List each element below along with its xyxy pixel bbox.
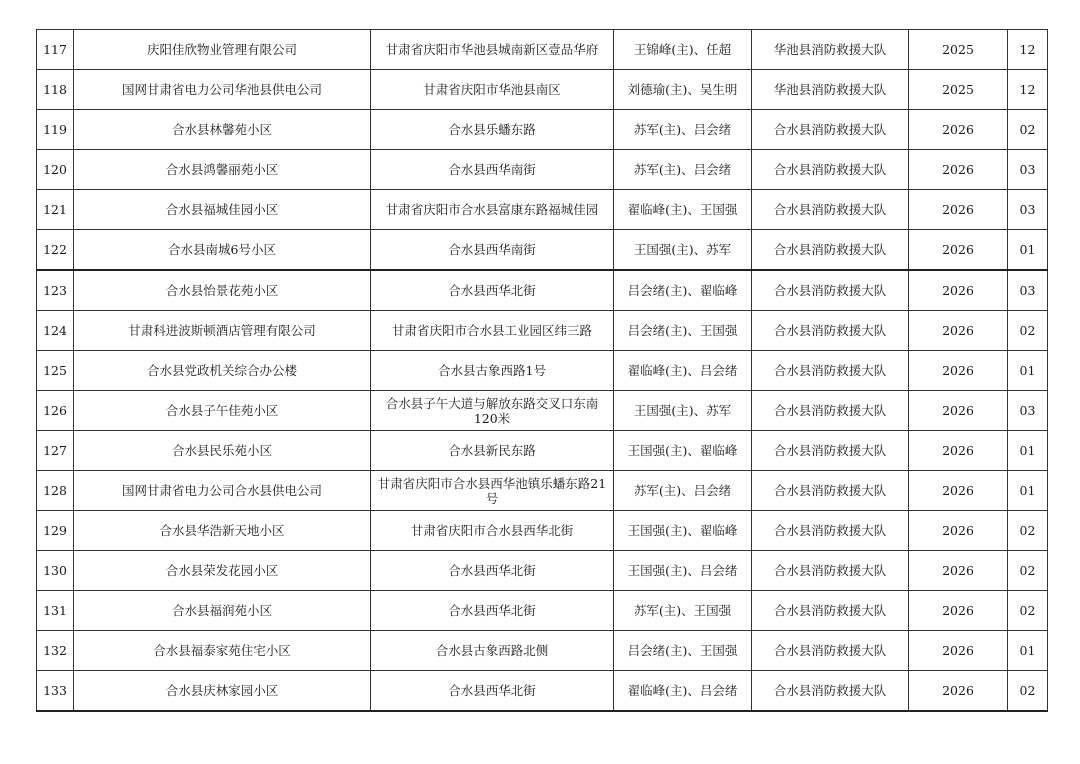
month: 02 — [1008, 311, 1048, 351]
unit-address: 合水县古象西路1号 — [371, 351, 614, 391]
fire-brigade: 合水县消防救援大队 — [752, 471, 909, 511]
fire-brigade: 华池县消防救援大队 — [752, 70, 909, 110]
unit-address: 甘肃省庆阳市合水县西华北街 — [371, 511, 614, 551]
month: 03 — [1008, 150, 1048, 190]
unit-address: 合水县西华北街 — [371, 270, 614, 311]
table-row — [37, 190, 1048, 230]
table-row — [37, 671, 1048, 712]
unit-name: 庆阳佳欣物业管理有限公司 — [74, 30, 371, 70]
inspectors: 苏军(主)、吕会绪 — [614, 471, 752, 511]
table-row — [37, 70, 1048, 110]
table-row — [37, 110, 1048, 150]
unit-name: 合水县福城佳园小区 — [74, 190, 371, 230]
fire-brigade: 合水县消防救援大队 — [752, 391, 909, 431]
year: 2026 — [909, 631, 1008, 671]
row-number: 129 — [37, 511, 74, 551]
table-row — [37, 631, 1048, 671]
unit-address: 合水县西华北街 — [371, 551, 614, 591]
month: 02 — [1008, 511, 1048, 551]
month: 02 — [1008, 110, 1048, 150]
table-row — [37, 311, 1048, 351]
fire-brigade: 合水县消防救援大队 — [752, 110, 909, 150]
inspectors: 王国强(主)、苏军 — [614, 230, 752, 271]
unit-name: 甘肃科进波斯顿酒店管理有限公司 — [74, 311, 371, 351]
fire-brigade: 合水县消防救援大队 — [752, 270, 909, 311]
month: 01 — [1008, 351, 1048, 391]
row-number: 118 — [37, 70, 74, 110]
unit-name: 合水县福泰家苑住宅小区 — [74, 631, 371, 671]
year: 2026 — [909, 431, 1008, 471]
month: 01 — [1008, 431, 1048, 471]
unit-name: 合水县党政机关综合办公楼 — [74, 351, 371, 391]
inspectors: 苏军(主)、吕会绪 — [614, 150, 752, 190]
row-number: 124 — [37, 311, 74, 351]
month: 02 — [1008, 551, 1048, 591]
month: 02 — [1008, 671, 1048, 712]
row-number: 121 — [37, 190, 74, 230]
inspectors: 苏军(主)、吕会绪 — [614, 110, 752, 150]
unit-name: 国网甘肃省电力公司华池县供电公司 — [74, 70, 371, 110]
fire-brigade: 合水县消防救援大队 — [752, 591, 909, 631]
table-row — [37, 391, 1048, 431]
unit-name: 合水县林馨苑小区 — [74, 110, 371, 150]
inspectors: 刘德瑜(主)、吴生明 — [614, 70, 752, 110]
year: 2025 — [909, 70, 1008, 110]
fire-brigade: 合水县消防救援大队 — [752, 190, 909, 230]
unit-name: 合水县南城6号小区 — [74, 230, 371, 271]
inspection-table — [36, 29, 1048, 712]
table-row — [37, 230, 1048, 271]
fire-brigade: 合水县消防救援大队 — [752, 311, 909, 351]
unit-address: 合水县古象西路北侧 — [371, 631, 614, 671]
inspectors: 王国强(主)、苏军 — [614, 391, 752, 431]
inspectors: 翟临峰(主)、吕会绪 — [614, 671, 752, 712]
year: 2026 — [909, 471, 1008, 511]
fire-brigade: 合水县消防救援大队 — [752, 631, 909, 671]
inspectors: 翟临峰(主)、王国强 — [614, 190, 752, 230]
unit-address: 合水县子午大道与解放东路交叉口东南120米 — [371, 391, 614, 431]
unit-name: 合水县民乐苑小区 — [74, 431, 371, 471]
fire-brigade: 合水县消防救援大队 — [752, 230, 909, 271]
year: 2026 — [909, 591, 1008, 631]
unit-address: 合水县西华南街 — [371, 230, 614, 271]
fire-brigade: 合水县消防救援大队 — [752, 511, 909, 551]
fire-brigade: 合水县消防救援大队 — [752, 351, 909, 391]
row-number: 133 — [37, 671, 74, 712]
table-row — [37, 431, 1048, 471]
row-number: 128 — [37, 471, 74, 511]
row-number: 131 — [37, 591, 74, 631]
row-number: 123 — [37, 270, 74, 311]
fire-brigade: 合水县消防救援大队 — [752, 431, 909, 471]
month: 01 — [1008, 471, 1048, 511]
year: 2026 — [909, 190, 1008, 230]
inspectors: 吕会绪(主)、翟临峰 — [614, 270, 752, 311]
unit-address: 合水县西华北街 — [371, 671, 614, 712]
month: 12 — [1008, 30, 1048, 70]
unit-name: 合水县子午佳苑小区 — [74, 391, 371, 431]
unit-name: 合水县荣发花园小区 — [74, 551, 371, 591]
row-number: 120 — [37, 150, 74, 190]
unit-address: 甘肃省庆阳市华池县城南新区壹品华府 — [371, 30, 614, 70]
unit-address: 合水县新民东路 — [371, 431, 614, 471]
row-number: 127 — [37, 431, 74, 471]
year: 2026 — [909, 511, 1008, 551]
row-number: 132 — [37, 631, 74, 671]
unit-name: 合水县福润苑小区 — [74, 591, 371, 631]
unit-address: 甘肃省庆阳市合水县富康东路福城佳园 — [371, 190, 614, 230]
month: 02 — [1008, 591, 1048, 631]
year: 2026 — [909, 150, 1008, 190]
unit-name: 合水县华浩新天地小区 — [74, 511, 371, 551]
month: 03 — [1008, 391, 1048, 431]
table-row — [37, 30, 1048, 70]
fire-brigade: 合水县消防救援大队 — [752, 551, 909, 591]
inspectors: 王国强(主)、翟临峰 — [614, 511, 752, 551]
year: 2026 — [909, 230, 1008, 271]
inspectors: 翟临峰(主)、吕会绪 — [614, 351, 752, 391]
row-number: 119 — [37, 110, 74, 150]
row-number: 125 — [37, 351, 74, 391]
table-row — [37, 150, 1048, 190]
unit-address: 甘肃省庆阳市合水县工业园区纬三路 — [371, 311, 614, 351]
year: 2026 — [909, 311, 1008, 351]
year: 2026 — [909, 671, 1008, 712]
unit-address: 合水县乐蟠东路 — [371, 110, 614, 150]
month: 12 — [1008, 70, 1048, 110]
table-row — [37, 511, 1048, 551]
fire-brigade: 合水县消防救援大队 — [752, 150, 909, 190]
row-number: 122 — [37, 230, 74, 271]
year: 2026 — [909, 391, 1008, 431]
row-number: 126 — [37, 391, 74, 431]
unit-address: 甘肃省庆阳市华池县南区 — [371, 70, 614, 110]
unit-address: 甘肃省庆阳市合水县西华池镇乐蟠东路21号 — [371, 471, 614, 511]
month: 03 — [1008, 270, 1048, 311]
table-row — [37, 591, 1048, 631]
year: 2026 — [909, 551, 1008, 591]
unit-name: 合水县怡景花苑小区 — [74, 270, 371, 311]
unit-name: 合水县庆林家园小区 — [74, 671, 371, 712]
year: 2026 — [909, 270, 1008, 311]
fire-brigade: 华池县消防救援大队 — [752, 30, 909, 70]
unit-name: 国网甘肃省电力公司合水县供电公司 — [74, 471, 371, 511]
table-row — [37, 551, 1048, 591]
fire-brigade: 合水县消防救援大队 — [752, 671, 909, 712]
unit-address: 合水县西华北街 — [371, 591, 614, 631]
table-row — [37, 270, 1048, 311]
unit-address: 合水县西华南街 — [371, 150, 614, 190]
year: 2025 — [909, 30, 1008, 70]
inspectors: 吕会绪(主)、王国强 — [614, 631, 752, 671]
table-row — [37, 351, 1048, 391]
row-number: 117 — [37, 30, 74, 70]
year: 2026 — [909, 351, 1008, 391]
table-row — [37, 471, 1048, 511]
month: 01 — [1008, 230, 1048, 271]
row-number: 130 — [37, 551, 74, 591]
inspectors: 苏军(主)、王国强 — [614, 591, 752, 631]
month: 03 — [1008, 190, 1048, 230]
inspectors: 王国强(主)、翟临峰 — [614, 431, 752, 471]
year: 2026 — [909, 110, 1008, 150]
inspectors: 吕会绪(主)、王国强 — [614, 311, 752, 351]
unit-name: 合水县鸿馨丽苑小区 — [74, 150, 371, 190]
month: 01 — [1008, 631, 1048, 671]
inspectors: 王国强(主)、吕会绪 — [614, 551, 752, 591]
inspectors: 王锦峰(主)、任超 — [614, 30, 752, 70]
